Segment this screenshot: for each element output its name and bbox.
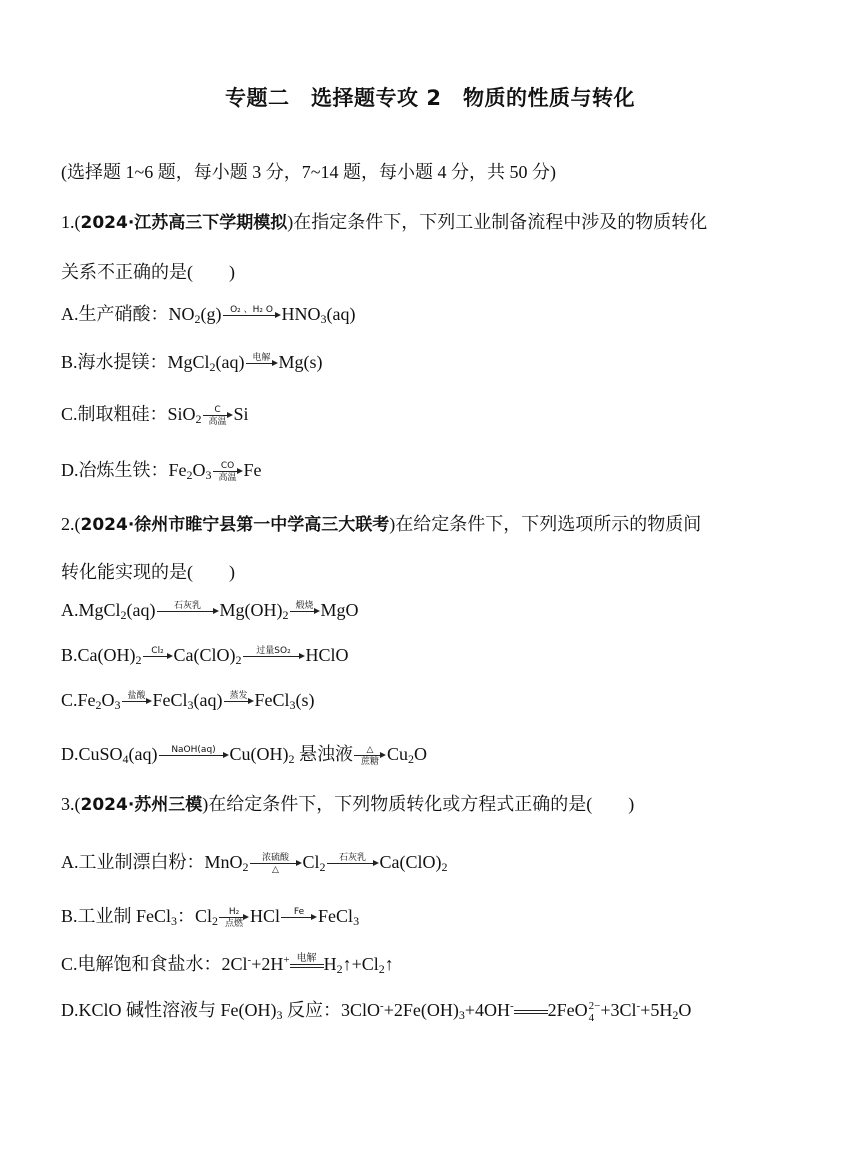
q3-a-arrow1: 浓硫酸 △ xyxy=(250,853,302,875)
q3-d-equals xyxy=(514,1006,548,1018)
q2-stem-line2: 转化能实现的是( ) xyxy=(61,562,235,582)
q3-b-arrow2: Fe xyxy=(281,907,317,929)
q1-source: 2024·江苏高三下学期模拟 xyxy=(80,213,288,233)
q2-stem-line1: 2.(2024·徐州市睢宁县第一中学高三大联考)在给定条件下，下列选项所示的物质间 xyxy=(61,514,702,535)
q2-option-d: D.CuSO$_4$(aq) NaOH(aq) $Cu(OH)_2$ 悬浊液 △ 蔗糖 $Cu_2O$ xyxy=(61,744,428,767)
q3-option-a: A.工业制漂白粉：MnO$_2$ 浓硫酸 △ $Cl_2$ 石灰乳 $Ca(ClO)_2$ xyxy=(61,852,448,875)
q1-option-b: B.海水提镁：MgCl$_2$(aq) 电解 Mg(s) xyxy=(61,352,323,374)
q2-a-arrow2: 煅烧 xyxy=(290,601,320,623)
q2-b-arrow2: 过量SO₂ xyxy=(243,646,305,668)
page-title: 专题二 选择题专攻 2 物质的性质与转化 xyxy=(225,86,635,110)
q3-a-arrow2: 石灰乳 xyxy=(327,853,379,875)
q2-option-b: $B.Ca(OH)_2$ Cl₂ $Ca(ClO)_2$ 过量SO₂ HClO xyxy=(61,645,349,667)
q2-c-arrow1: 盐酸 xyxy=(122,691,152,713)
q3-option-c: C.电解饱和食盐水：2Cl-+2H+ 电解 $H_2↑+Cl_2↑$ xyxy=(61,950,394,979)
q1-c-arrow: C 高温 xyxy=(203,405,233,427)
q1-stem-line2: 关系不正确的是( ) xyxy=(61,262,235,282)
q2-d-arrow1: NaOH(aq) xyxy=(159,745,229,767)
q3-b-arrow1: H₂ 点燃 xyxy=(219,907,249,929)
q1-option-a: A.生产硝酸：$NO_2(g)$ O₂ 、H₂ O $HNO_3(aq)$ xyxy=(61,304,356,326)
q2-option-a: A.MgCl$_2$(aq) 石灰乳 $Mg(OH)_2$ 煅烧 MgO xyxy=(61,600,359,622)
q1-b-arrow: 电解 xyxy=(246,353,278,375)
q2-a-arrow1: 石灰乳 xyxy=(157,601,219,623)
q1-a-arrow: O₂ 、H₂ O xyxy=(223,305,281,327)
score-note: (选择题 1~6 题，每小题 3 分，7~14 题，每小题 4 分，共 50 分) xyxy=(61,162,556,182)
q3-stem: 3.(2024·苏州三模)在给定条件下，下列物质转化或方程式正确的是( ) xyxy=(61,794,635,815)
q2-c-arrow2: 蒸发 xyxy=(224,691,254,713)
q1-option-d: D.冶炼生铁：$Fe_2O_3$ CO 高温 Fe xyxy=(61,460,262,483)
q2-b-arrow1: Cl₂ xyxy=(143,646,173,668)
q3-option-d: D.KClO 碱性溶液与 $Fe(OH)_3$ 反应：$3ClO^-+2Fe(OH)_3+4OH^-$ 2FeO2− $4 +3Cl^-+5H_2O$ xyxy=(61,999,692,1024)
q1-option-c: C.制取粗硅：SiO$_2$ C 高温 Si xyxy=(61,404,249,427)
q3-source: 2024·苏州三模 xyxy=(80,795,203,815)
q2-option-c: $C.Fe_2O_3$ 盐酸 FeCl$_3$(aq) 蒸发 FeCl$_3$(s) xyxy=(61,690,315,712)
q1-d-arrow: CO 高温 xyxy=(213,461,243,483)
q1-stem-line1: 1.(2024·江苏高三下学期模拟)在指定条件下，下列工业制备流程中涉及的物质转化 xyxy=(61,212,708,233)
q3-option-b: B.工业制 FeCl$_3$：$Cl_2$ H₂ 点燃 HCl Fe FeCl$_3$ xyxy=(61,906,360,929)
q2-d-arrow2: △ 蔗糖 xyxy=(354,745,386,767)
q2-source: 2024·徐州市睢宁县第一中学高三大联考 xyxy=(80,515,390,535)
q3-c-equals: 电解 xyxy=(290,953,324,979)
